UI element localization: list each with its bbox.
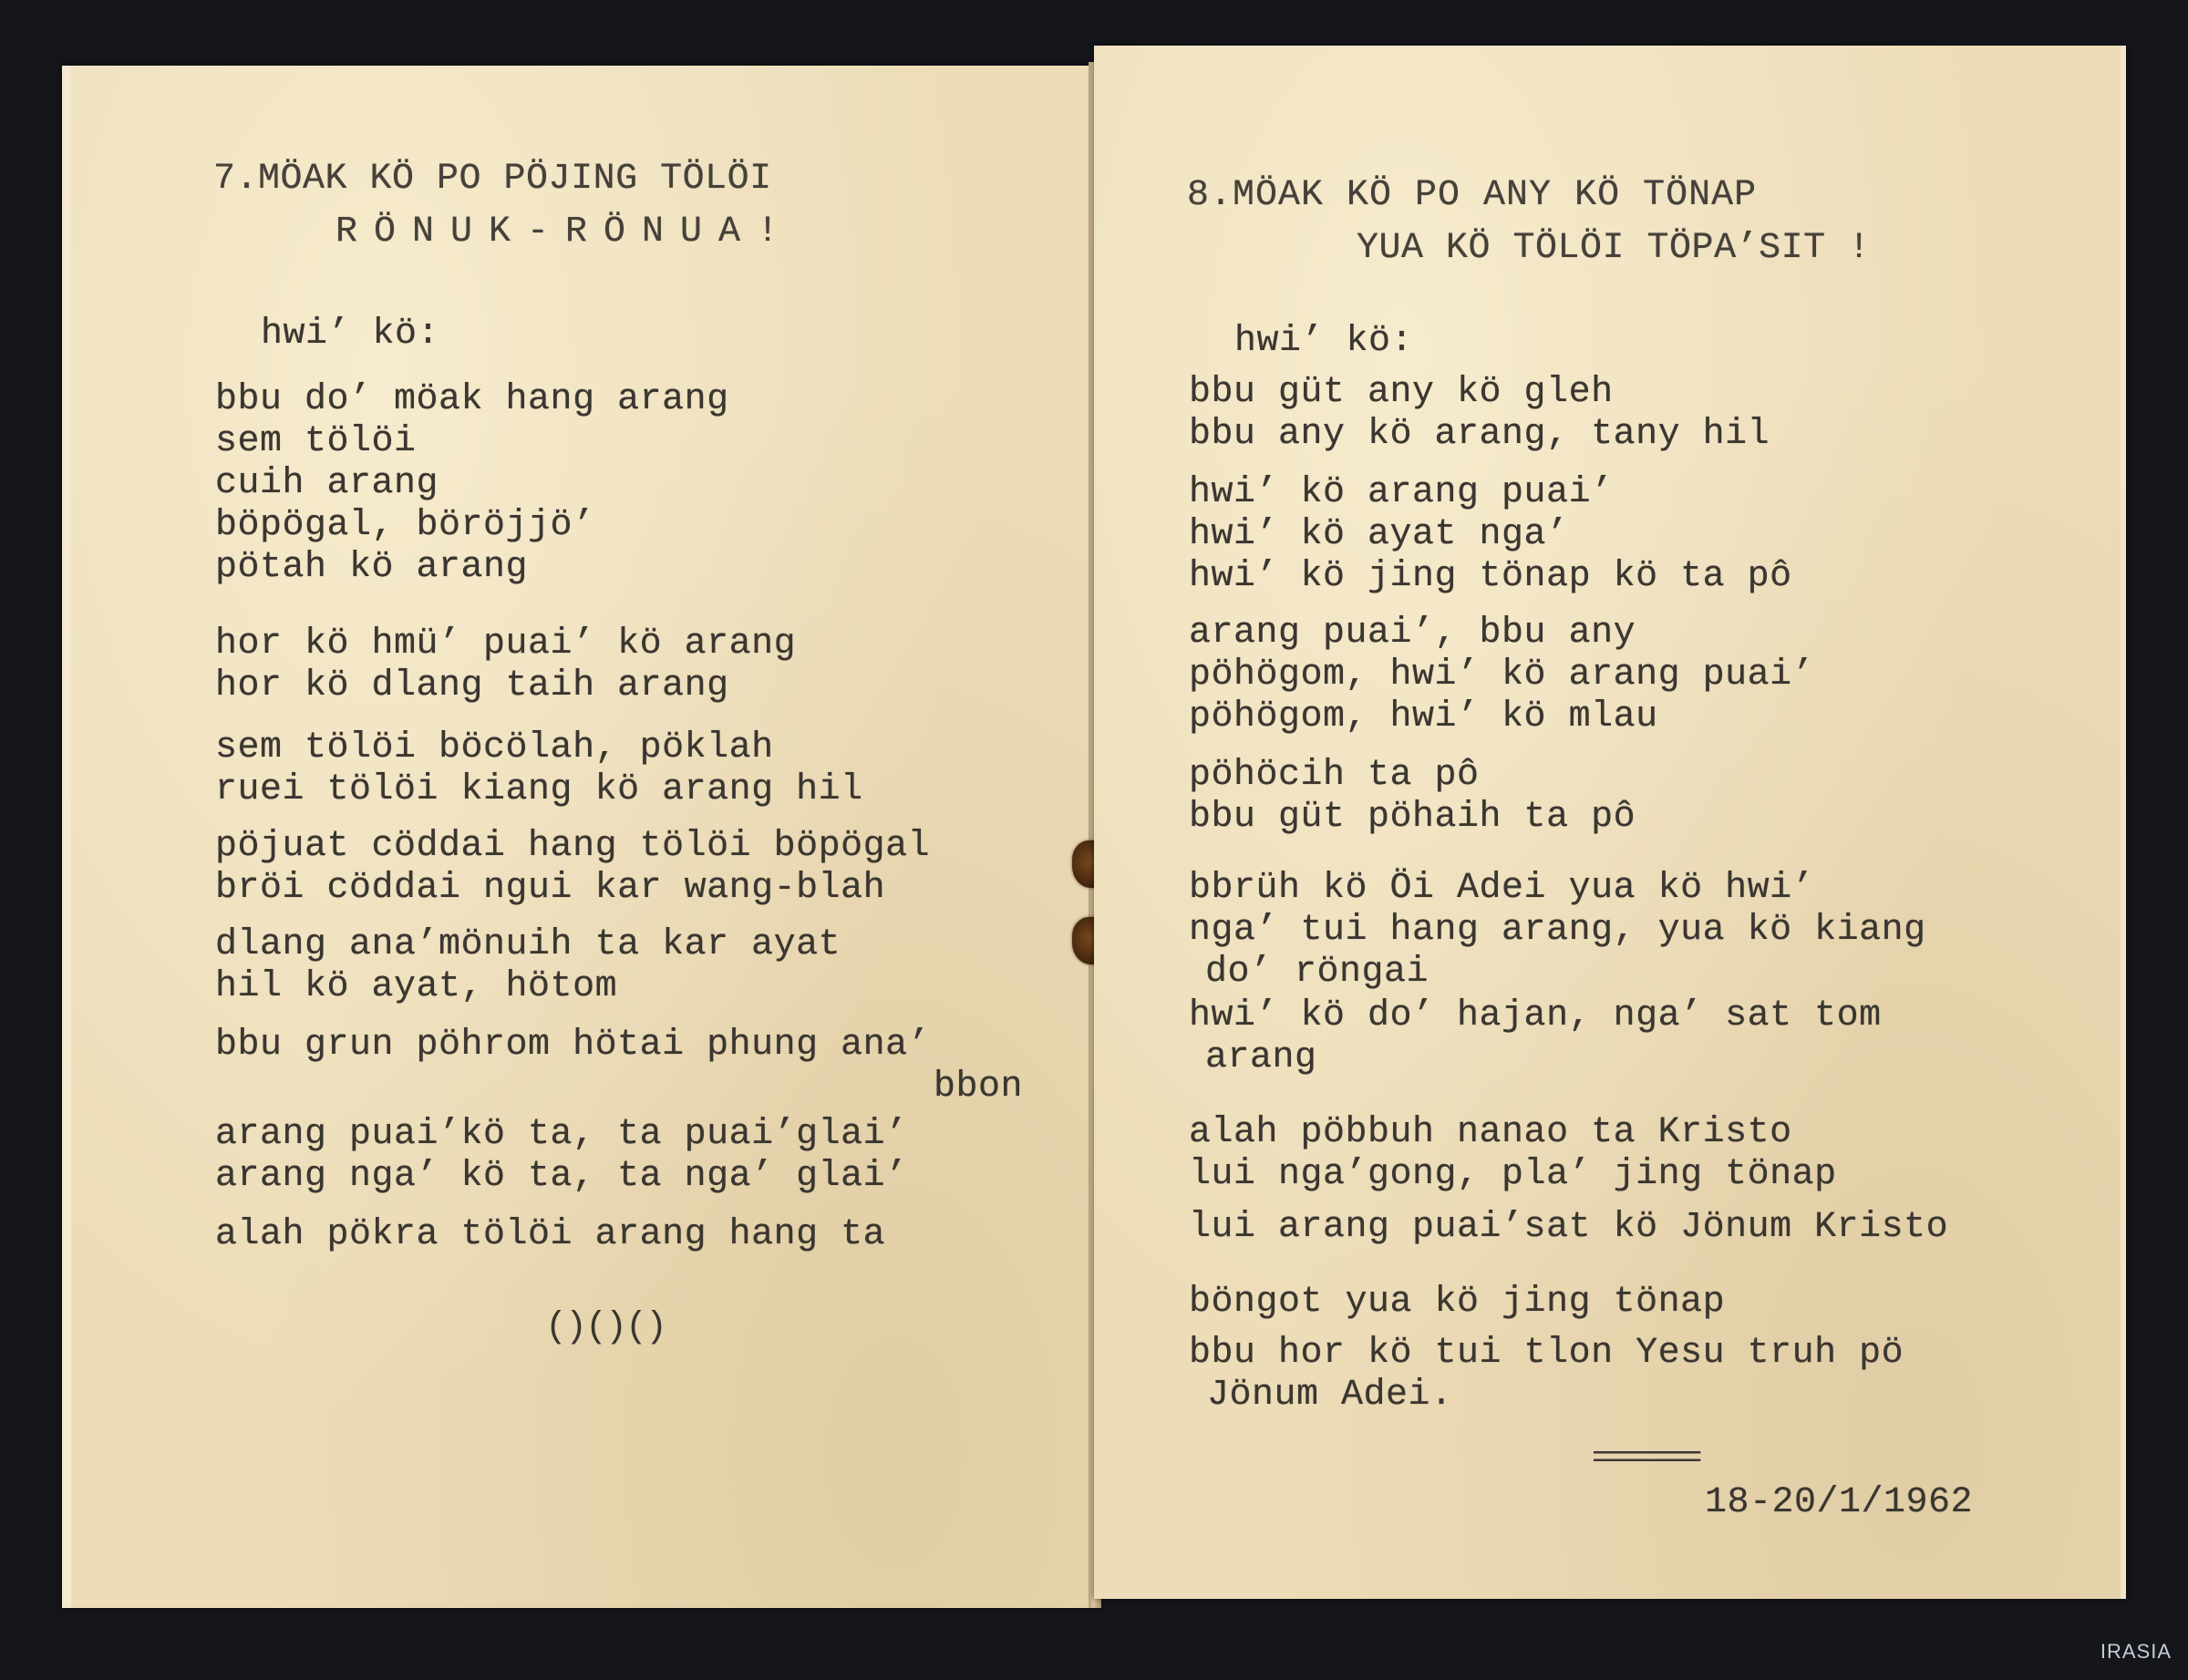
- left-line: hor kö hmü’ puai’ kö arang: [215, 624, 797, 665]
- left-line: böpögal, böröjjö’: [215, 505, 595, 546]
- left-line: sem tölöi böcölah, pöklah: [215, 727, 774, 768]
- right-line: Jönum Adei.: [1207, 1375, 1453, 1416]
- left-line: bbu do’ möak hang arang: [215, 379, 729, 420]
- left-line: hor kö dlang taih arang: [215, 665, 729, 706]
- right-line: lui nga’gong, pla’ jing tönap: [1189, 1154, 1837, 1195]
- right-line: hwi’ kö ayat nga’: [1189, 514, 1569, 555]
- left-line: bbon: [934, 1067, 1024, 1108]
- right-line: bbu hor kö tui tlon Yesu truh pö: [1189, 1333, 1904, 1374]
- right-line: böngot yua kö jing tönap: [1189, 1282, 1726, 1323]
- left-line: alah pökra tölöi arang hang ta: [215, 1214, 886, 1255]
- left-line: ruei tölöi kiang kö arang hil: [215, 769, 863, 810]
- left-line: bröi cöddai ngui kar wang-blah: [215, 868, 886, 909]
- left-line: arang nga’ kö ta, ta nga’ glai’: [215, 1156, 908, 1197]
- left-title-line-2: RÖNUK-RÖNUA!: [335, 211, 796, 253]
- right-intro: hwi’ kö:: [1234, 321, 1414, 362]
- left-title-line-1: 7.MÖAK KÖ PO PÖJING TÖLÖI: [213, 159, 772, 200]
- left-line: cuih arang: [215, 463, 439, 504]
- left-line: bbu grun pöhrom hötai phung ana’: [215, 1025, 931, 1066]
- right-line: nga’ tui hang arang, yua kö kiang: [1189, 910, 1926, 951]
- right-line: bbrüh kö Öi Adei yua kö hwi’: [1189, 868, 1815, 909]
- right-line: alah pöbbuh nanao ta Kristo: [1189, 1112, 1792, 1153]
- left-ornament: ()()(): [545, 1307, 666, 1348]
- left-line: dlang ana’mönuih ta kar ayat: [215, 924, 841, 965]
- right-title-line-1: 8.MÖAK KÖ PO ANY KÖ TÖNAP: [1187, 175, 1758, 216]
- watermark-label: IRASIA: [2100, 1640, 2172, 1663]
- right-line: hwi’ kö jing tönap kö ta pô: [1189, 556, 1792, 597]
- right-line: bbu güt pöhaih ta pô: [1189, 797, 1636, 838]
- right-line: lui arang puai’sat kö Jönum Kristo: [1189, 1207, 1949, 1248]
- right-line: do’ röngai: [1205, 952, 1429, 993]
- left-page: [62, 66, 1101, 1608]
- booklet-spread: [58, 46, 2121, 1608]
- left-line: arang puai’kö ta, ta puai’glai’: [215, 1114, 908, 1155]
- right-closing-rule: ========: [1592, 1442, 1698, 1477]
- right-line: arang: [1205, 1037, 1317, 1078]
- right-line: pöhöcih ta pô: [1189, 755, 1480, 796]
- left-intro: hwi’ kö:: [261, 314, 440, 355]
- left-line: pöjuat cöddai hang tölöi böpögal: [215, 826, 931, 867]
- left-line: sem tölöi: [215, 421, 417, 462]
- right-line: arang puai’, bbu any: [1189, 613, 1636, 654]
- right-line: pöhögom, hwi’ kö mlau: [1189, 696, 1658, 737]
- right-line: bbu güt any kö gleh: [1189, 372, 1614, 413]
- right-title-line-2: YUA KÖ TÖLÖI TÖPA’SIT !: [1357, 228, 1871, 269]
- right-line: hwi’ kö do’ hajan, nga’ sat tom: [1189, 995, 1882, 1036]
- right-date: 18-20/1/1962: [1705, 1482, 1974, 1523]
- right-line: pöhögom, hwi’ kö arang puai’: [1189, 654, 1815, 696]
- left-line: pötah kö arang: [215, 547, 529, 588]
- right-line: bbu any kö arang, tany hil: [1189, 414, 1770, 455]
- left-line: hil kö ayat, hötom: [215, 966, 618, 1007]
- right-line: hwi’ kö arang puai’: [1189, 472, 1614, 513]
- right-page: [1094, 46, 2126, 1599]
